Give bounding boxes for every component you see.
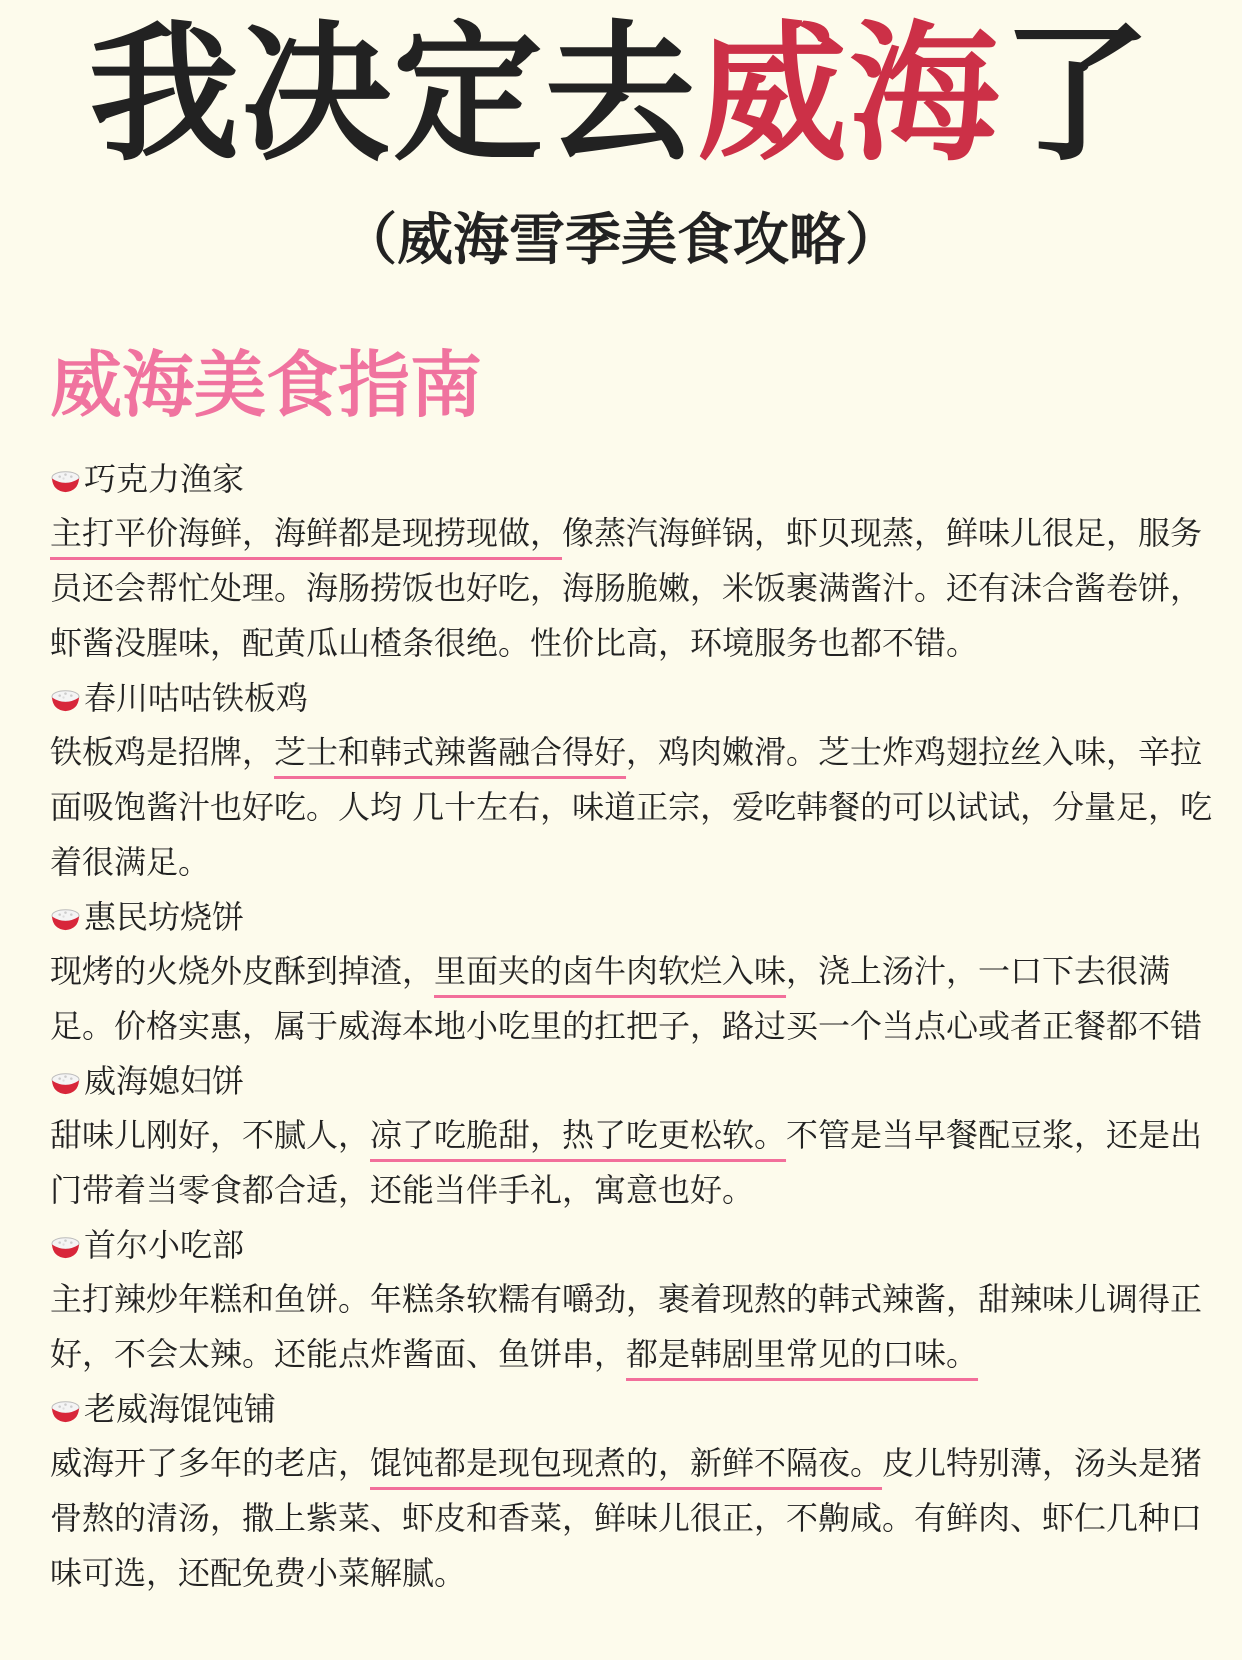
item-text: 不管是当早餐配豆浆，还是出门带着当零食都合适，还能当伴手礼，寓意也好。: [50, 1116, 1203, 1209]
subtitle: （威海雪季美食攻略）: [341, 208, 901, 273]
item-highlight: 芝士和韩式辣酱融合得好: [274, 733, 627, 771]
title-part-2: 了: [1001, 8, 1154, 182]
item-text: 铁板鸡是招牌，: [50, 733, 275, 771]
section-heading: 威海美食指南: [50, 343, 483, 427]
guide-item: [50, 452, 1220, 671]
item-text: 现烤的火烧外皮酥到掉渣，: [50, 952, 435, 990]
item-highlight: 主打平价海鲜，海鲜都是现捞现做，: [50, 514, 563, 552]
item-description: [50, 1108, 1220, 1218]
item-description: [50, 1436, 1220, 1601]
item-text: 甜味儿刚好，不腻人，: [50, 1116, 371, 1154]
item-highlight: 里面夹的卤牛肉软烂入味: [434, 952, 787, 990]
guide-item: [50, 890, 1220, 1054]
rice-bowl-icon: [50, 1395, 81, 1424]
item-title: [50, 1382, 1220, 1436]
item-title: [50, 1054, 1220, 1108]
item-description: [50, 725, 1220, 890]
item-text: ，鸡肉嫩滑。芝士炸鸡翅拉丝入味，辛拉面吸饱酱汁也好吃。人均 几十左右，味道正宗，爱吃韩餐的可以试试，分量足，吃着很满足。: [50, 733, 1213, 881]
page-title: [0, 10, 1242, 180]
item-description: [50, 506, 1220, 671]
item-title: [50, 1218, 1220, 1272]
item-text: 皮儿特别薄，汤头是猪骨熬的清汤，撒上紫菜、虾皮和香菜，鲜味儿很正，不齁咸。有鲜肉、虾仁几种口味可选，还配免费小菜解腻。: [50, 1444, 1203, 1592]
item-name: 巧克力渔家: [84, 460, 245, 498]
item-text: 像蒸汽海鲜锅，虾贝现蒸，鲜味儿很足，服务员还会帮忙处理。海肠捞饭也好吃，海肠脆嫩，米饭裹满酱汁。还有沫合酱卷饼，虾酱没腥味，配黄瓜山楂条很绝。性价比高，环境服务也都不错。: [50, 514, 1203, 662]
guide-item: [50, 671, 1220, 890]
item-description: [50, 944, 1220, 1054]
rice-bowl-icon: [50, 684, 81, 713]
item-name: 春川咕咕铁板鸡: [84, 679, 309, 717]
title-part-1: 我决定去: [88, 8, 697, 182]
item-text: ，浇上汤汁，一口下去很满足。价格实惠，属于威海本地小吃里的扛把子，路过买一个当点心或者正餐都不错: [50, 952, 1203, 1045]
item-name: 威海媳妇饼: [84, 1062, 245, 1100]
guide-list: [50, 452, 1220, 1601]
item-text: 威海开了多年的老店，: [50, 1444, 371, 1482]
item-highlight: 凉了吃脆甜，热了吃更松软。: [370, 1116, 787, 1154]
item-text: 主打辣炒年糕和鱼饼。年糕条软糯有嚼劲，裹着现熬的韩式辣酱，甜辣味儿调得正好，不会太辣。还能点炸酱面、鱼饼串，: [50, 1280, 1203, 1373]
guide-item: [50, 1054, 1220, 1218]
item-highlight: 都是韩剧里常见的口味。: [626, 1335, 979, 1373]
rice-bowl-icon: [50, 1231, 81, 1260]
rice-bowl-icon: [50, 465, 81, 494]
item-name: 老威海馄饨铺: [84, 1390, 277, 1428]
item-title: [50, 452, 1220, 506]
item-title: [50, 671, 1220, 725]
item-highlight: 馄饨都是现包现煮的，新鲜不隔夜。: [370, 1444, 883, 1482]
guide-item: [50, 1218, 1220, 1382]
item-name: 首尔小吃部: [84, 1226, 245, 1264]
item-description: [50, 1272, 1220, 1382]
title-highlight: 威海: [696, 8, 1001, 182]
guide-item: [50, 1382, 1220, 1601]
rice-bowl-icon: [50, 1067, 81, 1096]
item-title: [50, 890, 1220, 944]
item-name: 惠民坊烧饼: [84, 898, 245, 936]
rice-bowl-icon: [50, 903, 81, 932]
